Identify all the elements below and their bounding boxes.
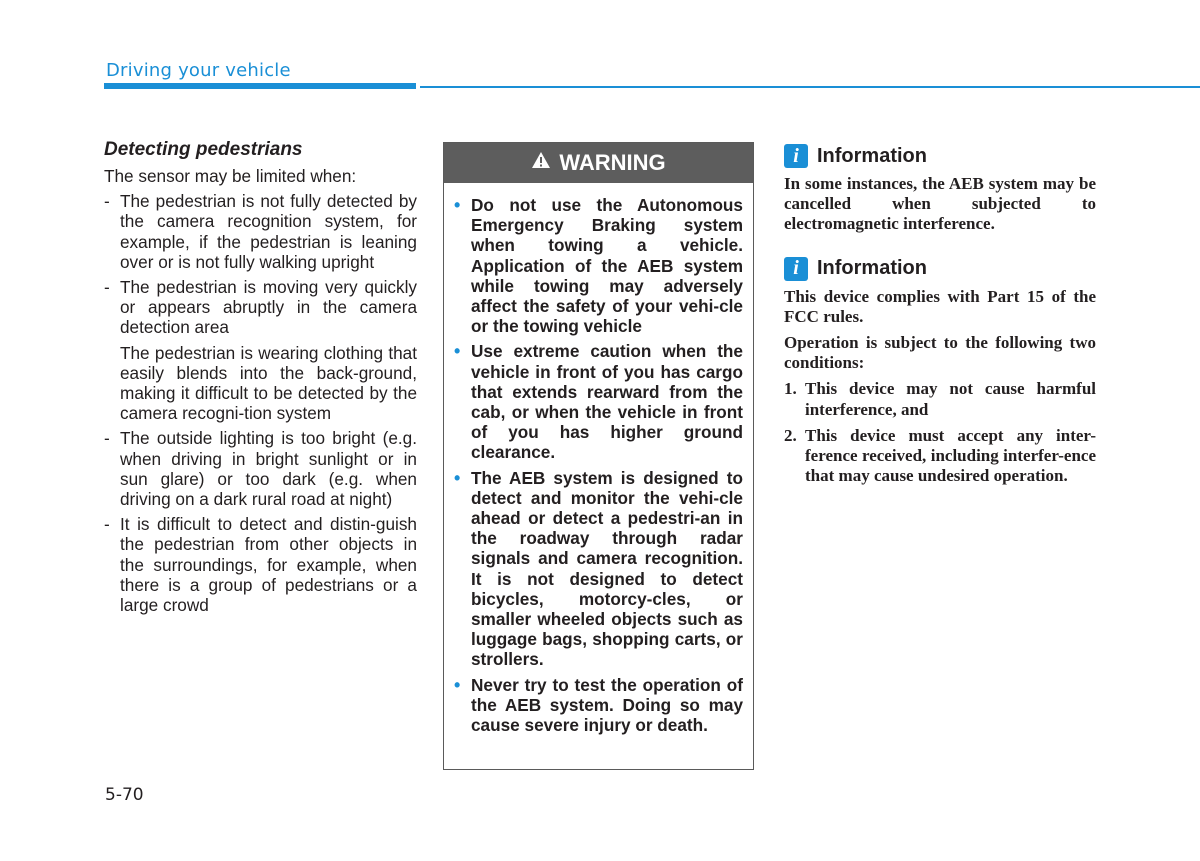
information-title: Information [817,144,927,167]
warning-title: WARNING [559,150,666,175]
section-title: Driving your vehicle [106,60,291,81]
information-title: Information [817,257,927,280]
information-text: This device complies with Part 15 of the FCC rules. [784,286,1096,326]
header-rule-thick [104,83,416,89]
list-dash: - [104,514,110,535]
left-column [104,138,417,615]
information-text: In some instances, the AEB system may be cancelled when subjected to electromagnetic interference. [784,174,1096,234]
page-number: 5-70 [105,785,144,805]
warning-item [454,341,743,462]
info-icon: i [784,257,808,281]
information-block [784,144,1096,235]
information-text: Operation is subject to the following two conditions: [784,333,1096,373]
warning-item [454,468,743,670]
warning-item-text: Do not use the Autonomous Emergency Braking system when towing a vehicle. Application of the AEB system while towing may adversely affect the safety of your vehi-cle or the towing vehicle [471,195,743,337]
bullet-dot-icon: • [454,341,461,362]
list-item [104,428,417,509]
numbered-item-text: This device may not cause harmful interference, and [805,379,1096,419]
warning-item-text: The AEB system is designed to detect and monitor the vehi-cle ahead or detect a pedestri-an in the roadway through radar signals and camera recognition. It is not designed to detect bicycles, motorcy-cles, or smaller wheeled objects such as luggage bags, shopping carts, or strollers. [471,467,743,670]
warning-item-text: Use extreme caution when the vehicle in front of you has cargo that extends rearward from the cab, or when the vehicle in front of you has higher ground clearance. [471,341,743,463]
list-dash: - [104,277,110,298]
list-item-text: The pedestrian is moving very quickly or appears abruptly in the camera detection area [120,277,417,338]
list-item-text: The outside lighting is too bright (e.g. when driving in bright sunlight or in sun glare) or too dark (e.g. when driving on a dark rural road at night) [120,428,417,510]
warning-item [454,195,743,336]
intro-text: The sensor may be limited when: [104,166,357,186]
list-item-text: The pedestrian is wearing clothing that easily blends into the back-ground, making it difficult to be detected by the camera recogni-tion system [120,342,417,424]
information-header [784,144,1096,168]
warning-triangle-icon [531,151,551,175]
list-item-text: The pedestrian is not fully detected by the camera recognition system, for example, if the pedestrian is leaning over or is not fully walking upright [120,191,417,272]
warning-header [444,143,753,183]
list-item [104,277,417,338]
list-dash: - [104,191,110,212]
list-item [104,191,417,272]
information-block [784,257,1096,487]
information-header [784,257,1096,281]
bullet-dot-icon: • [454,467,461,488]
warning-item [454,675,743,736]
warning-box [443,142,754,770]
list-item-text: It is difficult to detect and distin-guish the pedestrian from other objects in the surroundings, for example, when there is a group of pedestrians or a large crowd [120,514,417,616]
info-icon: i [784,144,808,168]
numbered-item [784,379,1096,419]
right-column [784,144,1096,486]
item-number: 1. [784,379,797,399]
bullet-dot-icon: • [454,195,461,215]
item-number: 2. [784,425,797,445]
warning-item-text: Never try to test the operation of the AEB system. Doing so may cause severe injury or death. [471,674,743,736]
pedestrians-heading: Detecting pedestrians [104,139,303,160]
warning-body [444,183,753,735]
numbered-item-text: This device must accept any inter-ference received, including interfer-ence that may cause undesired operation. [805,425,1096,486]
bullet-dot-icon: • [454,674,461,695]
list-item [104,514,417,615]
list-dash: - [104,428,110,449]
numbered-item [784,426,1096,487]
header-rule-thin [420,86,1200,88]
